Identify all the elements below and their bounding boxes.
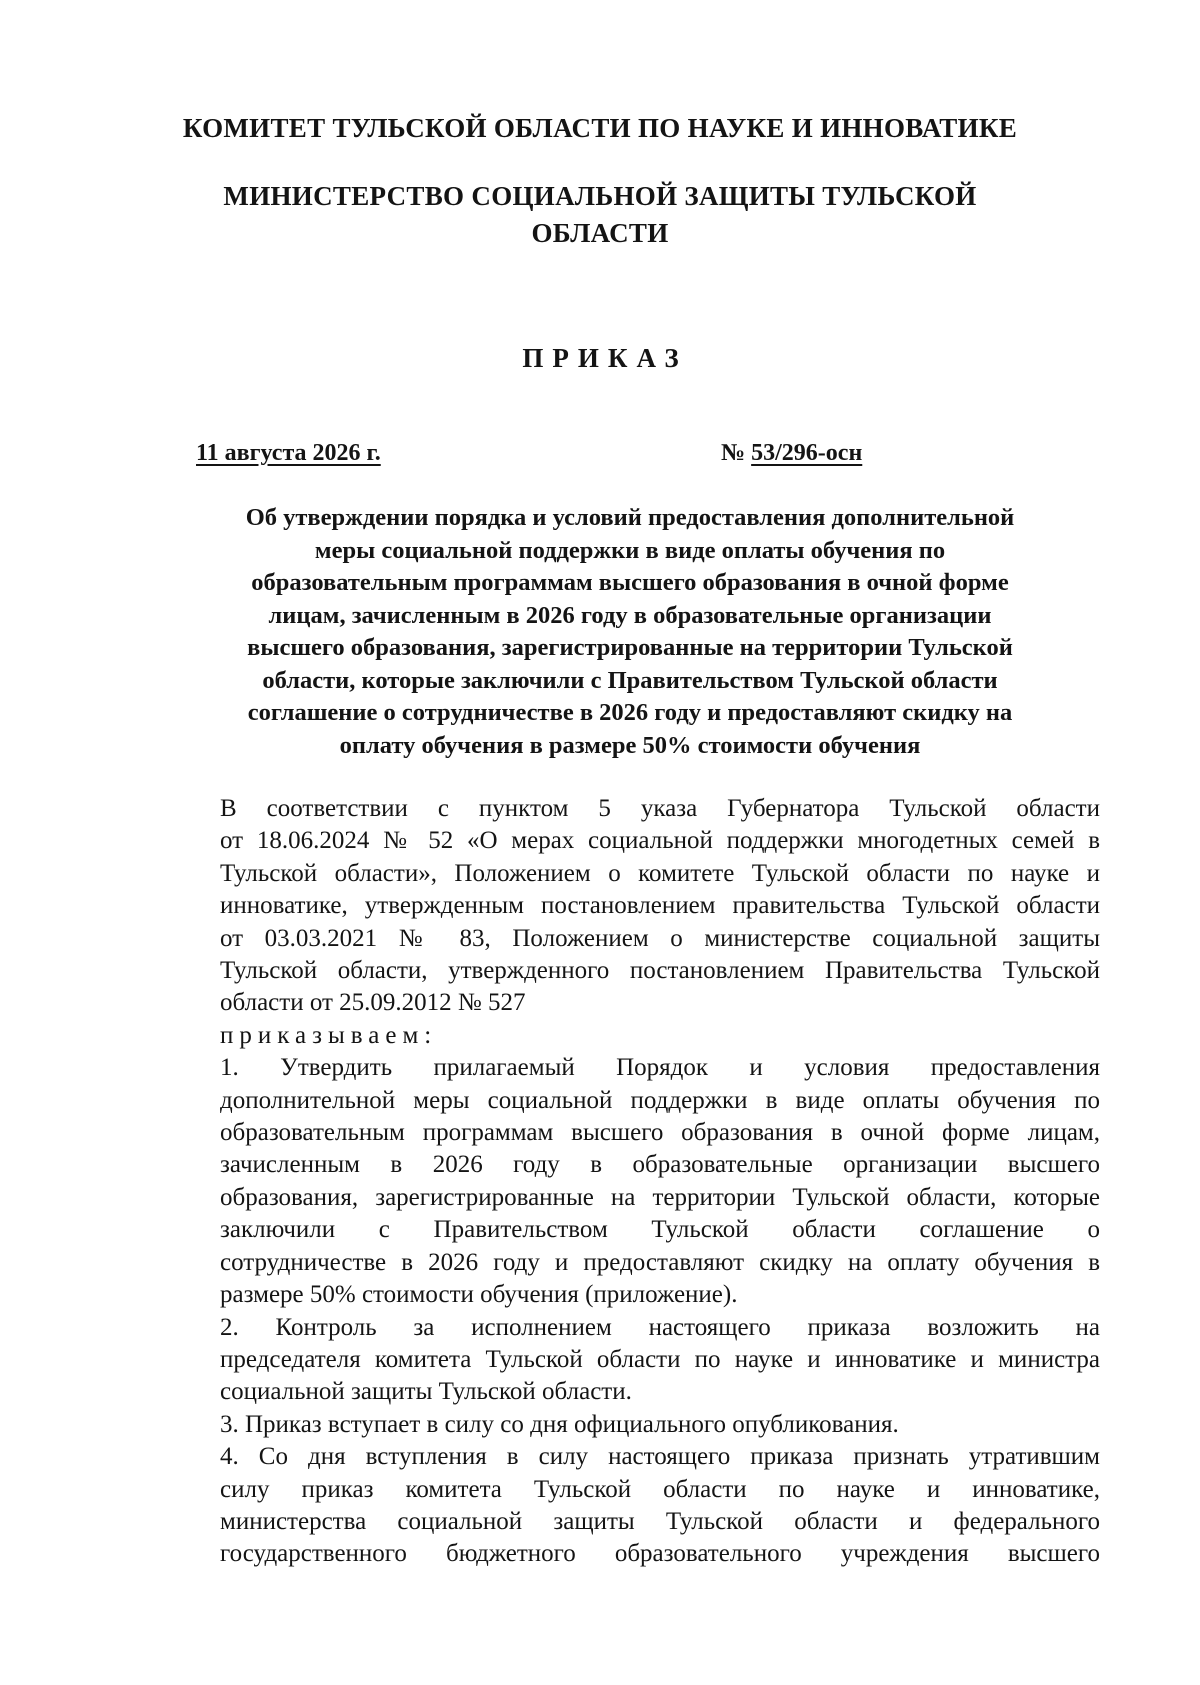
subject-line: Об утверждении порядка и условий предоставления дополнительной	[245, 504, 1015, 531]
subject-line: области, которые заключили с Правительством Тульской области	[262, 666, 998, 694]
order-body	[145, 793, 1100, 1571]
order-number	[721, 440, 862, 467]
preamble-line: области от 25.09.2012 № 527	[220, 989, 526, 1017]
document-type-title: ПРИКАЗ	[522, 343, 688, 373]
preamble-line: инноватике, утвержденным постановлением правительства Тульской области	[220, 892, 1100, 920]
item-1-line: образования, зарегистрированные на территории Тульской области, которые	[220, 1183, 1100, 1211]
subject-line: оплату обучения в размере 50% стоимости обучения	[339, 731, 921, 759]
preamble-line: Тульской области, утвержденного постановлением Правительства Тульской	[220, 957, 1100, 985]
issuing-ministry-line2: ОБЛАСТИ	[531, 218, 669, 248]
item-1-line: образовательным программам высшего образования в очной форме лицам,	[220, 1119, 1100, 1147]
subject-line: лицам, зачисленным в 2026 году в образовательные организации	[268, 601, 992, 629]
item-1-line: дополнительной меры социальной поддержки в виде оплаты обучения по	[220, 1086, 1100, 1114]
item-1-line: зачисленным в 2026 году в образовательные организации высшего	[220, 1151, 1100, 1179]
item-1-line: сотрудничестве в 2026 году и предоставляют скидку на оплату обучения в	[220, 1248, 1100, 1276]
preamble-line: от 03.03.2021 № 83, Положением о министерстве социальной защиты	[220, 924, 1100, 952]
item-4-line: государственного бюджетного образовательного учреждения высшего	[220, 1540, 1100, 1568]
item-1-line: 1. Утвердить прилагаемый Порядок и условия предоставления	[220, 1054, 1100, 1082]
item-3-paragraph: 3. Приказ вступает в силу со дня официального опубликования.	[220, 1410, 899, 1438]
order-number-value: 53/296-осн	[751, 440, 863, 466]
item-2-line: председателя комитета Тульской области по науке и инноватике и министра	[220, 1345, 1100, 1373]
item-2-line: социальной защиты Тульской области.	[220, 1378, 632, 1406]
order-number-prefix: №	[721, 440, 746, 466]
item-4-line: силу приказ комитета Тульской области по науке и инноватике,	[220, 1475, 1100, 1503]
order-date: 11 августа 2026 г.	[196, 440, 381, 466]
item-4-line: министерства социальной защиты Тульской области и федерального	[220, 1507, 1100, 1535]
item-4-paragraph	[145, 1441, 1100, 1571]
subject-line: образовательным программам высшего образования в очной форме	[251, 569, 1009, 596]
item-2-paragraph	[145, 1312, 1100, 1409]
order-subject	[160, 502, 1100, 762]
subject-line: высшего образования, зарегистрированные на территории Тульской	[247, 634, 1013, 661]
preamble-line: от 18.06.2024 № 52 «О мерах социальной поддержки многодетных семей в	[220, 827, 1100, 855]
item-2-line: 2. Контроль за исполнением настоящего приказа возложить на	[220, 1313, 1100, 1341]
preamble-paragraph	[145, 793, 1100, 1020]
preamble-line: В соответствии с пунктом 5 указа Губернатора Тульской области	[220, 795, 1100, 822]
issuing-ministry	[130, 178, 1070, 252]
subject-line: меры социальной поддержки в виде оплаты обучения по	[314, 536, 946, 564]
item-1-line: размере 50% стоимости обучения (приложение).	[220, 1281, 738, 1309]
preamble-line: Тульской области», Положением о комитете Тульской области по науке и	[220, 859, 1100, 887]
order-word: приказываем:	[220, 1021, 438, 1049]
issuing-committee: КОМИТЕТ ТУЛЬСКОЙ ОБЛАСТИ ПО НАУКЕ И ИННОВАТИКЕ	[182, 113, 1018, 143]
item-1-line: заключили с Правительством Тульской области соглашение о	[220, 1216, 1100, 1244]
item-4-line: 4. Со дня вступления в силу настоящего приказа признать утратившим	[220, 1443, 1100, 1471]
subject-line: соглашение о сотрудничестве в 2026 году и предоставляют скидку на	[247, 699, 1013, 726]
issuing-ministry-line1: МИНИСТЕРСТВО СОЦИАЛЬНОЙ ЗАЩИТЫ ТУЛЬСКОЙ	[223, 181, 977, 211]
item-1-paragraph	[145, 1052, 1100, 1311]
